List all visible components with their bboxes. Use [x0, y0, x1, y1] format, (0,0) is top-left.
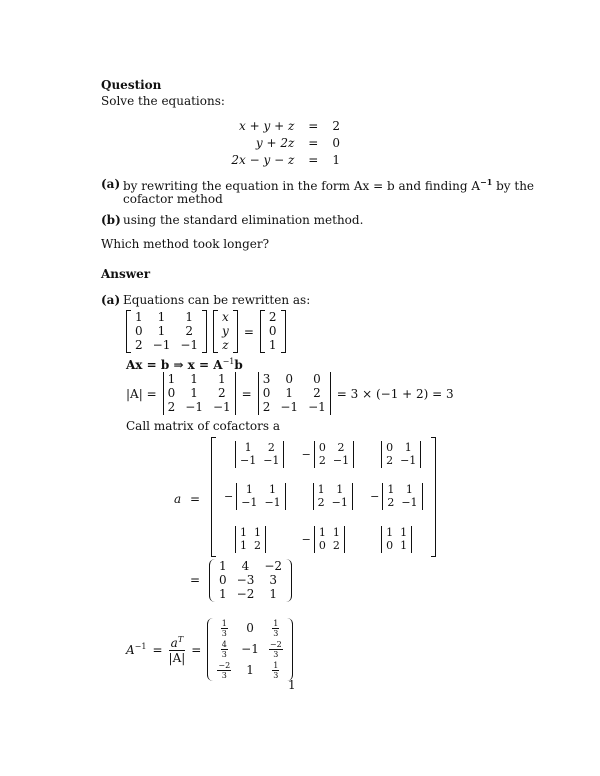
- vector-b: [260, 310, 286, 353]
- matrix-cell: 0: [246, 621, 254, 635]
- matrix-cell: 1 3: [273, 619, 279, 638]
- part-a-label: (a): [101, 177, 121, 191]
- matrix-cell: 0: [318, 539, 326, 553]
- eq-lhs: 2x − y − z: [231, 152, 295, 167]
- matrix-cell: 1: [336, 483, 344, 497]
- matrix-cell: −1: [212, 400, 231, 414]
- matrix-cell: −1: [332, 453, 350, 467]
- matrix-cell: 1: [400, 526, 408, 540]
- answer-heading: Answer: [101, 267, 151, 281]
- part-a-line1: by rewriting the equation in the form Ax = b and finding A: [123, 179, 480, 193]
- matrix-cell: −1: [241, 496, 258, 510]
- matrix-cell: 1: [317, 483, 325, 497]
- matrix-cell: 2: [135, 338, 143, 352]
- matrix-cell: −2 3: [269, 640, 282, 659]
- minor-sign: −: [370, 490, 380, 504]
- part-b-label: (b): [101, 213, 121, 227]
- matrix-cell: −1: [400, 453, 417, 467]
- answer-part-a-label: (a): [101, 293, 121, 307]
- matrix-cell: 1: [157, 310, 166, 324]
- matrix-cell: 1: [218, 372, 226, 386]
- part-a-text: [123, 177, 534, 193]
- matrix-cell: 2: [185, 324, 194, 338]
- matrix-cell: 0: [135, 324, 143, 338]
- frac-num: a: [170, 635, 178, 650]
- matrix-cell: 4 3: [221, 640, 227, 659]
- matrix-cell: 2: [262, 400, 271, 414]
- equation-line: [240, 117, 340, 134]
- equation-line: [240, 134, 340, 151]
- eq-rhs: 0: [332, 135, 340, 150]
- cofactor-intro: Call matrix of cofactors a: [126, 419, 280, 433]
- matrix-cell: y: [222, 324, 229, 338]
- matrix-cell: 1: [254, 526, 261, 540]
- frac-sup: T: [177, 634, 184, 644]
- matrix-cell: −2 3: [218, 661, 231, 680]
- matrix-cell: 1: [268, 338, 277, 352]
- inverse-sup: −1: [134, 642, 147, 651]
- matrix-cell: 2: [386, 453, 394, 467]
- part-a-line2: cofactor method: [123, 192, 223, 206]
- minors-matrix: [211, 437, 436, 557]
- equals-sign: =: [241, 386, 252, 401]
- determinant-line: [126, 372, 454, 415]
- matrix-cell: 1: [185, 310, 194, 324]
- matrix-cell: −1: [180, 338, 199, 352]
- a-label: a: [174, 492, 182, 506]
- eq-rel: =: [308, 152, 319, 167]
- minor-entry: [370, 441, 422, 468]
- matrix-cell: 1: [269, 587, 278, 601]
- eq-rhs: 2: [332, 118, 340, 133]
- eq-rel: =: [308, 135, 319, 150]
- det-reduced: [258, 372, 331, 415]
- matrix-cell: −3: [236, 573, 255, 587]
- matrix-cell: 1: [386, 526, 394, 540]
- matrix-cell: 3: [269, 573, 278, 587]
- minor-det: [314, 441, 354, 468]
- matrix-cell: 1: [318, 526, 326, 540]
- matrix-cell: z: [222, 338, 229, 352]
- minor-entry: [370, 526, 422, 553]
- minor-entry: [224, 526, 286, 553]
- matrix-cell: −1: [263, 453, 280, 467]
- matrix-cell: 1: [387, 483, 395, 497]
- minor-det: [382, 483, 422, 510]
- a-equals: =: [190, 492, 201, 506]
- implication-sup: −1: [222, 357, 235, 366]
- matrix-cell: −2: [236, 587, 255, 601]
- matrix-cell: 1: [190, 386, 198, 400]
- matrix-cell: 2: [267, 440, 275, 454]
- matrix-cell: 2: [313, 386, 321, 400]
- matrix-cell: 1: [190, 372, 198, 386]
- page-number: 1: [288, 678, 296, 692]
- matrix-cell: 3: [262, 372, 271, 386]
- matrix-cell: 1: [404, 440, 412, 454]
- matrix-cell: 2: [254, 539, 261, 553]
- eq-rel: =: [308, 118, 319, 133]
- answer-intro: Equations can be rewritten as:: [123, 293, 311, 307]
- matrix-cell: 2: [337, 440, 345, 454]
- cofactor-matrix: [209, 559, 292, 602]
- matrix-cell: 1: [244, 440, 252, 454]
- vector-x: [213, 310, 238, 353]
- minor-det: [236, 483, 285, 510]
- question-closing: Which method took longer?: [101, 237, 270, 251]
- matrix-cell: 1: [167, 372, 176, 386]
- frac-den: |A|: [168, 650, 186, 665]
- matrix-cell: 0: [313, 372, 321, 386]
- implication-end: b: [234, 358, 243, 372]
- matrix-cell: 0: [167, 386, 176, 400]
- matrix-cell: 2: [268, 310, 277, 324]
- minor-entry: [302, 483, 354, 510]
- matrix-cell: x: [222, 310, 229, 324]
- implication-text: Ax = b ⇒ x = A: [126, 358, 223, 372]
- matrix-cell: 2: [318, 453, 326, 467]
- matrix-cell: −1: [185, 400, 203, 414]
- inverse-lhs: [126, 642, 146, 657]
- matrix-cell: 0: [318, 440, 326, 454]
- eq-lhs: y + 2z: [255, 135, 295, 150]
- matrix-cell: 2: [167, 400, 176, 414]
- minor-entry: [224, 483, 286, 510]
- inverse-matrix: [207, 618, 292, 681]
- matrix-cell: 1: [240, 539, 247, 553]
- minor-det: [235, 441, 284, 468]
- minor-sign: −: [301, 533, 311, 547]
- matrix-cell: 0: [262, 386, 271, 400]
- matrix-cell: 1: [245, 483, 253, 497]
- inverse-line: [126, 618, 293, 681]
- minor-entry: [370, 483, 422, 510]
- matrix-cell: 0: [386, 440, 394, 454]
- minor-sign: −: [301, 447, 311, 461]
- minor-entry: [302, 441, 354, 468]
- matrix-cell: −1: [152, 338, 171, 352]
- matrix-cell: 1: [240, 526, 247, 540]
- matrix-cell: 1: [219, 587, 227, 601]
- matrix-cell: 1 3: [273, 661, 279, 680]
- matrix-cell: 1: [269, 483, 277, 497]
- eq-rhs: 1: [332, 152, 340, 167]
- minor-entry: [302, 526, 354, 553]
- question-intro: Solve the equations:: [101, 94, 225, 108]
- implication-line: [126, 357, 243, 372]
- matrix-A: [126, 310, 207, 353]
- matrix-cell: −1: [280, 400, 299, 414]
- cof-equals: =: [190, 573, 201, 587]
- matrix-cell: 2: [218, 386, 226, 400]
- matrix-cell: −2: [264, 559, 283, 573]
- part-a-line1-end: by the: [496, 179, 535, 193]
- question-heading: Question: [101, 78, 162, 92]
- matrix-cell: 1: [400, 539, 408, 553]
- minor-entry: [224, 441, 286, 468]
- matrix-cell: 1: [219, 559, 227, 573]
- equation-system: [231, 117, 360, 168]
- minor-det: [313, 483, 353, 510]
- equals-sign: =: [243, 324, 254, 339]
- minor-sign: −: [224, 490, 234, 504]
- matrix-cell: 1: [332, 526, 340, 540]
- matrix-cell: 1: [135, 310, 143, 324]
- matrix-cell: −1: [331, 496, 348, 510]
- matrix-cell: 0: [285, 372, 294, 386]
- inverse-A: A: [126, 643, 135, 657]
- matrix-cell: −1: [308, 400, 326, 414]
- det-result: = 3 × (−1 + 2) = 3: [336, 386, 454, 401]
- part-b-text: using the standard elimination method.: [123, 213, 364, 227]
- part-a-sup: −1: [479, 177, 493, 187]
- matrix-cell: 2: [387, 496, 395, 510]
- fraction: [169, 635, 186, 665]
- matrix-cell: 1: [157, 324, 166, 338]
- matrix-cell: −1: [240, 453, 257, 467]
- matrix-cell: −1: [401, 496, 418, 510]
- matrix-cell: 4: [241, 559, 250, 573]
- det-label: |A| =: [126, 386, 157, 401]
- minor-det: [381, 441, 421, 468]
- matrix-cell: 1: [285, 386, 294, 400]
- matrix-cell: −1: [264, 496, 281, 510]
- matrix-cell: 1: [246, 663, 254, 677]
- matrix-cell: 2: [317, 496, 325, 510]
- equals-sign: =: [152, 642, 163, 657]
- eq-lhs: x + y + z: [239, 118, 295, 133]
- matrix-cell: 1 3: [221, 619, 227, 638]
- matrix-cell: 0: [219, 573, 227, 587]
- matrix-cell: 1: [405, 483, 413, 497]
- equation-line: [231, 151, 340, 168]
- minor-det: [235, 526, 266, 553]
- matrix-cell: −1: [241, 642, 259, 656]
- matrix-cell: 0: [386, 539, 394, 553]
- matrix-cell: 0: [268, 324, 277, 338]
- det-A: [163, 372, 236, 415]
- minor-det: [381, 526, 412, 553]
- matrix-equation: [126, 310, 286, 353]
- equals-sign: =: [191, 642, 202, 657]
- minor-det: [314, 526, 345, 553]
- matrix-cell: 2: [332, 539, 340, 553]
